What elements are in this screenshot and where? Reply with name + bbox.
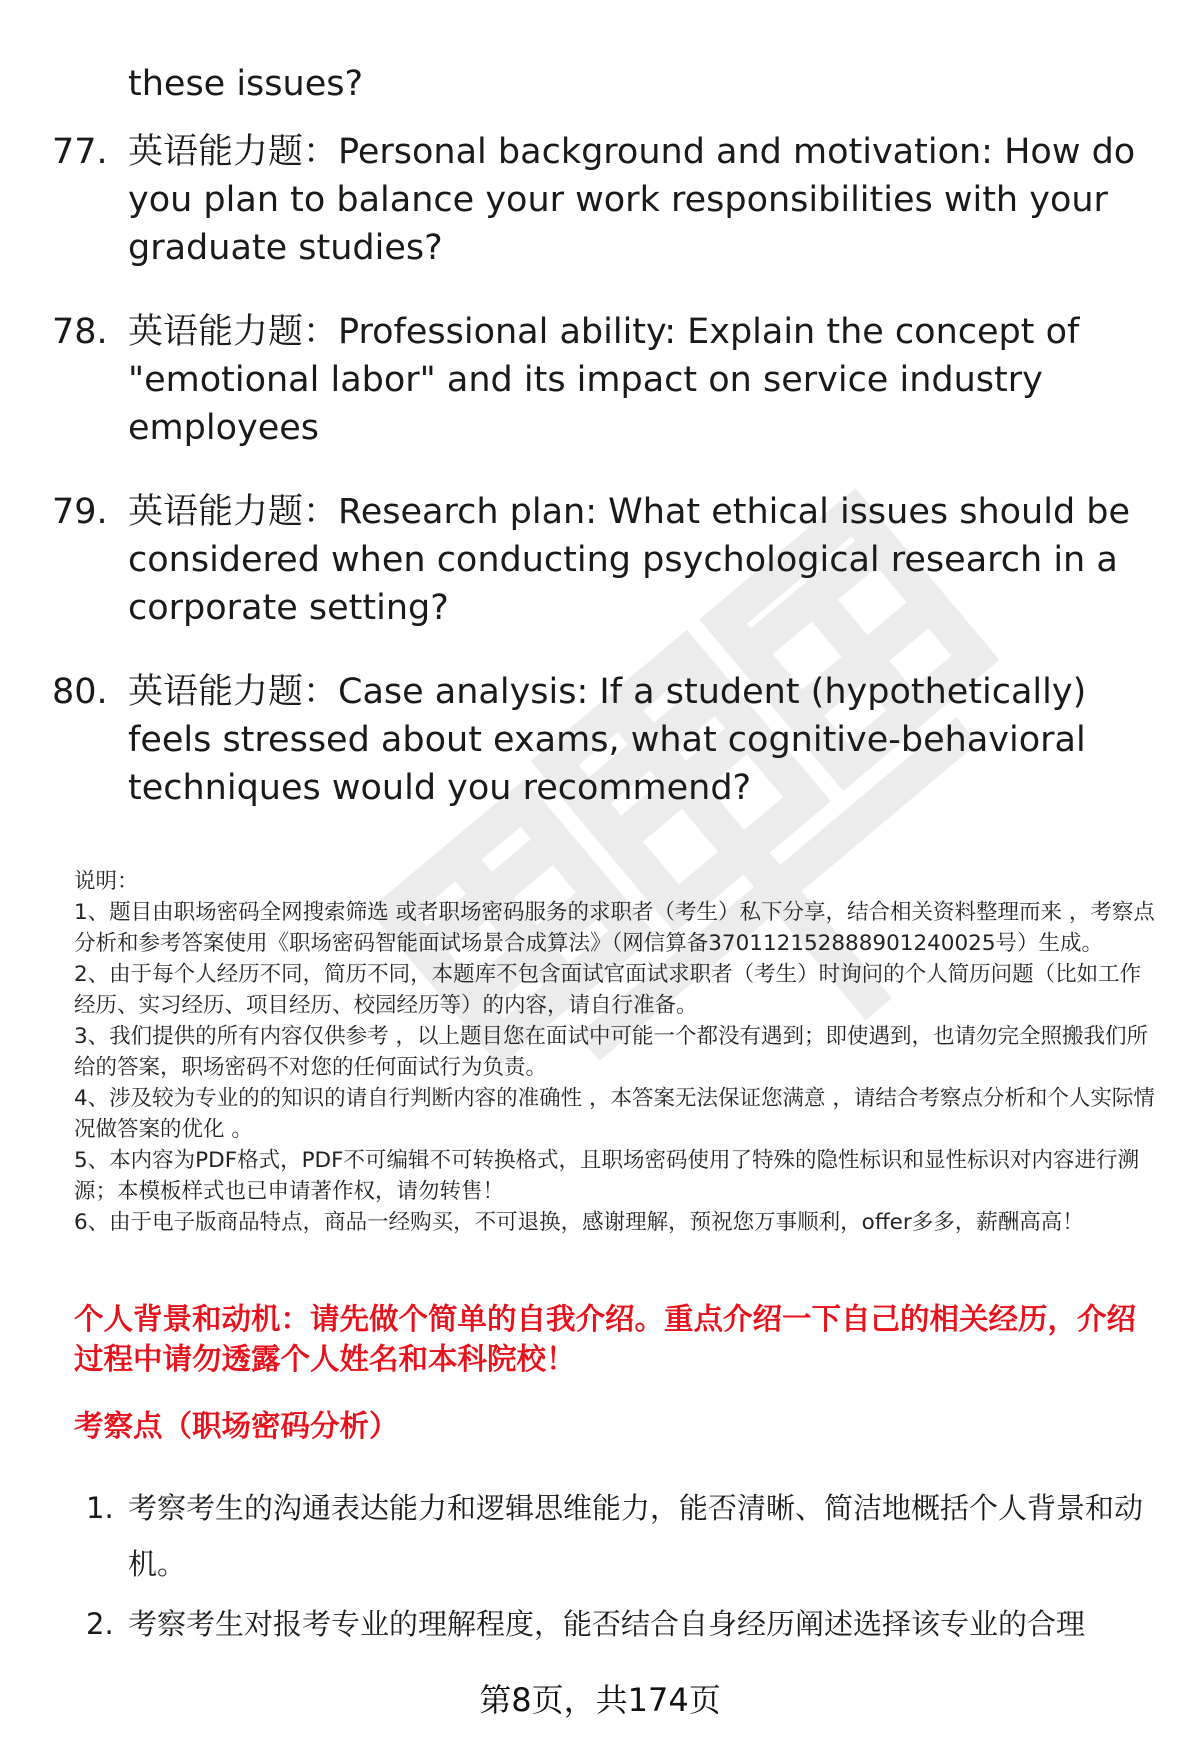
question-number: 80.: [52, 672, 108, 712]
analysis-point-number: 2.: [86, 1607, 114, 1641]
question-text: 英语能力题：Personal background and motivation: How do you plan to balance your work responsibilities with your graduate studies?: [128, 132, 1136, 268]
question-continuation: these issues?: [128, 64, 364, 104]
note-item: 3、我们提供的所有内容仅供参考 ，以上题目您在面试中可能一个都没有遇到；即使遇到，也请勿完全照搬我们所给的答案，职场密码不对您的任何面试行为负责。: [74, 1024, 1149, 1080]
analysis-point-text: 考察考生对报考专业的理解程度，能否结合自身经历阐述选择该专业的合理: [128, 1607, 1086, 1641]
question-text: 英语能力题：Research plan: What ethical issues should be considered when conducting psychological research in a corporate setting?: [128, 492, 1131, 628]
note-item: 5、本内容为PDF格式，PDF不可编辑不可转换格式，且职场密码使用了特殊的隐性标识和显性标识对内容进行溯源；本模板样式也已申请著作权，请勿转售！: [74, 1148, 1139, 1204]
analysis-heading: 考察点（职场密码分析）: [74, 1409, 399, 1443]
question-text: 英语能力题：Professional ability: Explain the concept of "emotional labor" and its impact on service industry employees: [128, 312, 1080, 448]
note-item: 1、题目由职场密码全网搜索筛选 或者职场密码服务的求职者（考生）私下分享，结合相关资料整理而来 ，考察点分析和参考答案使用《职场密码智能面试场景合成算法》（网信算备370112152888901240025号）生成。: [74, 900, 1155, 956]
note-item: 4、涉及较为专业的的知识的请自行判断内容的准确性 ，本答案无法保证您满意 ，请结合考察点分析和个人实际情况做答案的优化 。: [74, 1086, 1155, 1142]
notes-section: [74, 866, 1159, 1238]
question-number: 78.: [52, 312, 108, 352]
question-number: 79.: [52, 492, 108, 532]
analysis-point-text: 考察考生的沟通表达能力和逻辑思维能力，能否清晰、简洁地概括个人背景和动机。: [128, 1491, 1144, 1581]
notes-title: 说明：: [74, 869, 139, 894]
analysis-point-number: 1.: [86, 1491, 114, 1525]
section-heading: 个人背景和动机：请先做个简单的自我介绍。重点介绍一下自己的相关经历，介绍过程中请勿透露个人姓名和本科院校！: [74, 1302, 1137, 1376]
note-item: 2、由于每个人经历不同，简历不同，本题库不包含面试官面试求职者（考生）时询问的个人简历问题（比如工作经历、实习经历、项目经历、校园经历等）的内容，请自行准备。: [74, 962, 1142, 1018]
question-number: 77.: [52, 132, 108, 172]
note-item: 6、由于电子版商品特点，商品一经购买，不可退换，感谢理解，预祝您万事顺利，offer多多，薪酬高高！: [74, 1210, 1084, 1235]
question-text: 英语能力题：Case analysis: If a student (hypothetically) feels stressed about exams, what cognitive-behavioral techniques would you recommend?: [128, 672, 1087, 808]
page-footer: 第8页，共174页: [479, 1681, 721, 1719]
